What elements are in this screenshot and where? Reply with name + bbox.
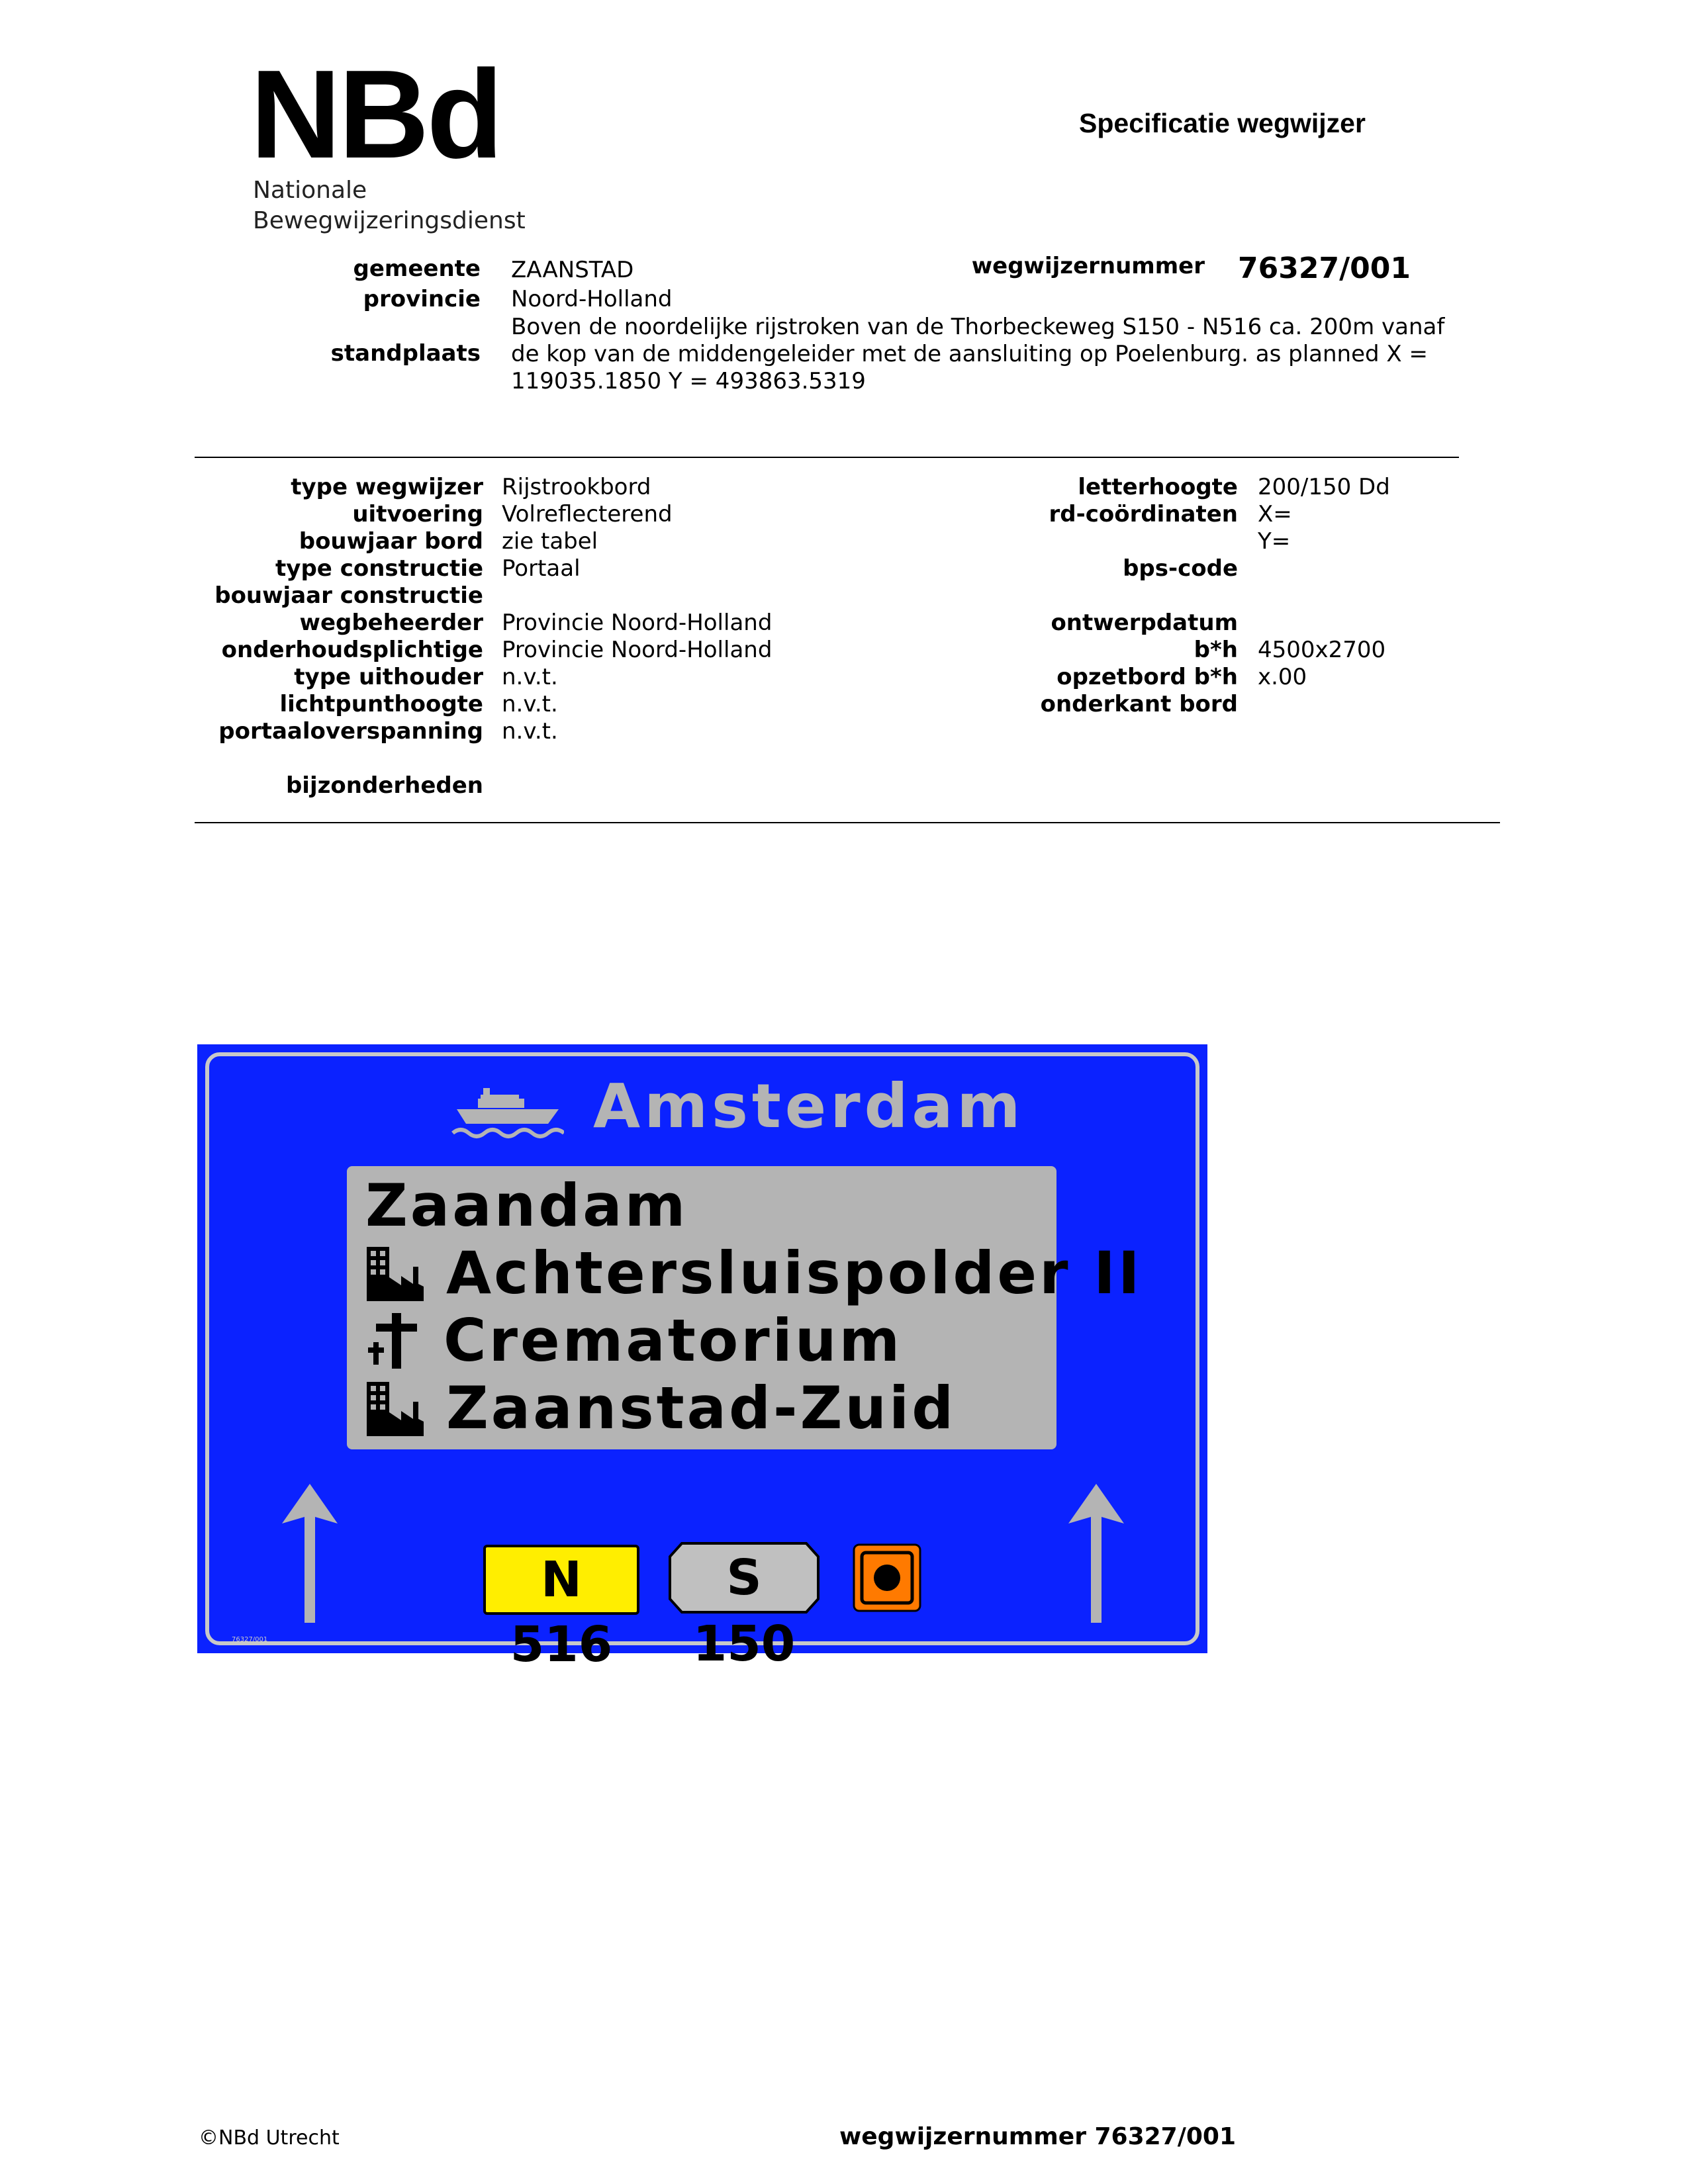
spec-label: wegbeheerder bbox=[299, 610, 483, 636]
spec-label: type constructie bbox=[275, 555, 483, 582]
standplaats-value bbox=[511, 314, 1444, 395]
spec-value: 200/150 Dd bbox=[1258, 474, 1390, 500]
spec-value bbox=[1258, 555, 1390, 582]
spec-label: bouwjaar bord bbox=[299, 528, 483, 555]
spec-label: letterhoogte bbox=[1078, 474, 1238, 500]
spec-label: onderhoudsplichtige bbox=[221, 637, 483, 663]
industry-icon bbox=[367, 1382, 424, 1436]
spec-value: zie tabel bbox=[502, 528, 598, 555]
spec-value: Y= bbox=[1258, 528, 1291, 555]
logo-name-line2: Bewegwijzeringsdienst bbox=[253, 207, 526, 234]
provincie-value: Noord-Holland bbox=[511, 286, 673, 312]
industry-icon bbox=[367, 1247, 424, 1301]
bijzonderheden-label: bijzonderheden bbox=[285, 772, 483, 799]
spec-value: n.v.t. bbox=[502, 691, 558, 717]
spec-label: rd-coördinaten bbox=[1049, 501, 1238, 527]
arrow-up-icon bbox=[279, 1482, 340, 1624]
route-s150-label: S 150 bbox=[692, 1549, 796, 1672]
arrow-up-icon bbox=[1066, 1482, 1127, 1624]
panel-line-zaandam: Zaandam bbox=[365, 1171, 688, 1240]
spec-label: lichtpunthoogte bbox=[279, 691, 483, 717]
document-title: Specificatie wegwijzer bbox=[1079, 108, 1366, 138]
spec-label: uitvoering bbox=[352, 501, 483, 527]
panel-line-zaanstad-zuid: Zaanstad-Zuid bbox=[446, 1374, 957, 1442]
nbd-logo-mark: NBd bbox=[250, 44, 501, 185]
gemeente-label: gemeente bbox=[353, 255, 481, 282]
spec-label bbox=[973, 582, 1238, 610]
standplaats-line: de kop van de middengeleider met de aansluiting op Poelenburg. as planned X = bbox=[511, 341, 1429, 367]
spec-value bbox=[1258, 691, 1390, 718]
spec-value: n.v.t. bbox=[502, 664, 558, 690]
spec-label: portaaloverspanning bbox=[218, 718, 483, 745]
standplaats-line: Boven de noordelijke rijstroken van de Thorbeckeweg S150 - N516 ca. 200m vanaf bbox=[511, 314, 1445, 340]
route-shield-s150 bbox=[667, 1541, 821, 1672]
ferry-icon bbox=[451, 1085, 564, 1140]
specs-right-values bbox=[1258, 474, 1390, 718]
spec-value: Rijstrookbord bbox=[502, 474, 651, 500]
spec-label: type wegwijzer bbox=[291, 474, 483, 500]
spec-value: n.v.t. bbox=[502, 718, 558, 745]
spec-value: Provincie Noord-Holland bbox=[502, 610, 773, 636]
divider-top bbox=[195, 457, 1459, 458]
spec-label: b*h bbox=[1194, 637, 1238, 663]
provincie-label: provincie bbox=[363, 286, 481, 312]
spec-label: bouwjaar constructie bbox=[214, 582, 483, 609]
specs-right-labels bbox=[973, 474, 1238, 718]
spec-label: onderkant bord bbox=[1040, 691, 1238, 717]
panel-line-crematorium: Crematorium bbox=[444, 1306, 903, 1375]
spec-label: type uithouder bbox=[294, 664, 483, 690]
spec-value: Provincie Noord-Holland bbox=[502, 637, 773, 663]
specs-left-labels bbox=[152, 474, 483, 799]
specs-left-values bbox=[502, 474, 772, 745]
spec-value bbox=[1258, 610, 1390, 637]
spec-value bbox=[502, 582, 772, 610]
spec-label bbox=[973, 528, 1238, 555]
spec-value bbox=[1258, 582, 1390, 610]
wegwijzernummer-label: wegwijzernummer bbox=[971, 253, 1205, 279]
spec-value: Volreflecterend bbox=[502, 501, 673, 527]
logo-name-line1: Nationale bbox=[253, 177, 367, 204]
panel-line-achtersluispolder: Achtersluispolder II bbox=[446, 1239, 1143, 1307]
spec-label: ontwerpdatum bbox=[1051, 610, 1238, 636]
road-sign bbox=[197, 1044, 1207, 1673]
spec-label: opzetbord b*h bbox=[1056, 664, 1238, 690]
spec-value: X= bbox=[1258, 501, 1292, 527]
sign-top-destination: Amsterdam bbox=[593, 1071, 1025, 1142]
nbd-logo-name bbox=[253, 175, 526, 236]
spec-value: Portaal bbox=[502, 555, 581, 582]
footer-wegwijzernummer: wegwijzernummer 76327/001 bbox=[839, 2123, 1237, 2150]
standplaats-label: standplaats bbox=[330, 340, 481, 367]
destination-panel bbox=[347, 1166, 1143, 1449]
standplaats-line: 119035.1850 Y = 493863.5319 bbox=[511, 368, 866, 394]
wegwijzernummer-value: 76327/001 bbox=[1238, 251, 1411, 285]
sign-small-number: 76327/001 bbox=[232, 1636, 268, 1643]
route-shield-n516: N 516 bbox=[483, 1545, 639, 1615]
orange-ring-route-icon bbox=[853, 1543, 921, 1612]
spec-value: 4500x2700 bbox=[1258, 637, 1386, 663]
footer-copyright: ©NBd Utrecht bbox=[199, 2126, 340, 2150]
divider-bottom bbox=[195, 822, 1500, 823]
spec-value: x.00 bbox=[1258, 664, 1307, 690]
crematorium-cross-icon bbox=[367, 1313, 424, 1369]
gemeente-value: ZAANSTAD bbox=[511, 257, 634, 283]
spec-label: bps-code bbox=[1123, 555, 1238, 582]
